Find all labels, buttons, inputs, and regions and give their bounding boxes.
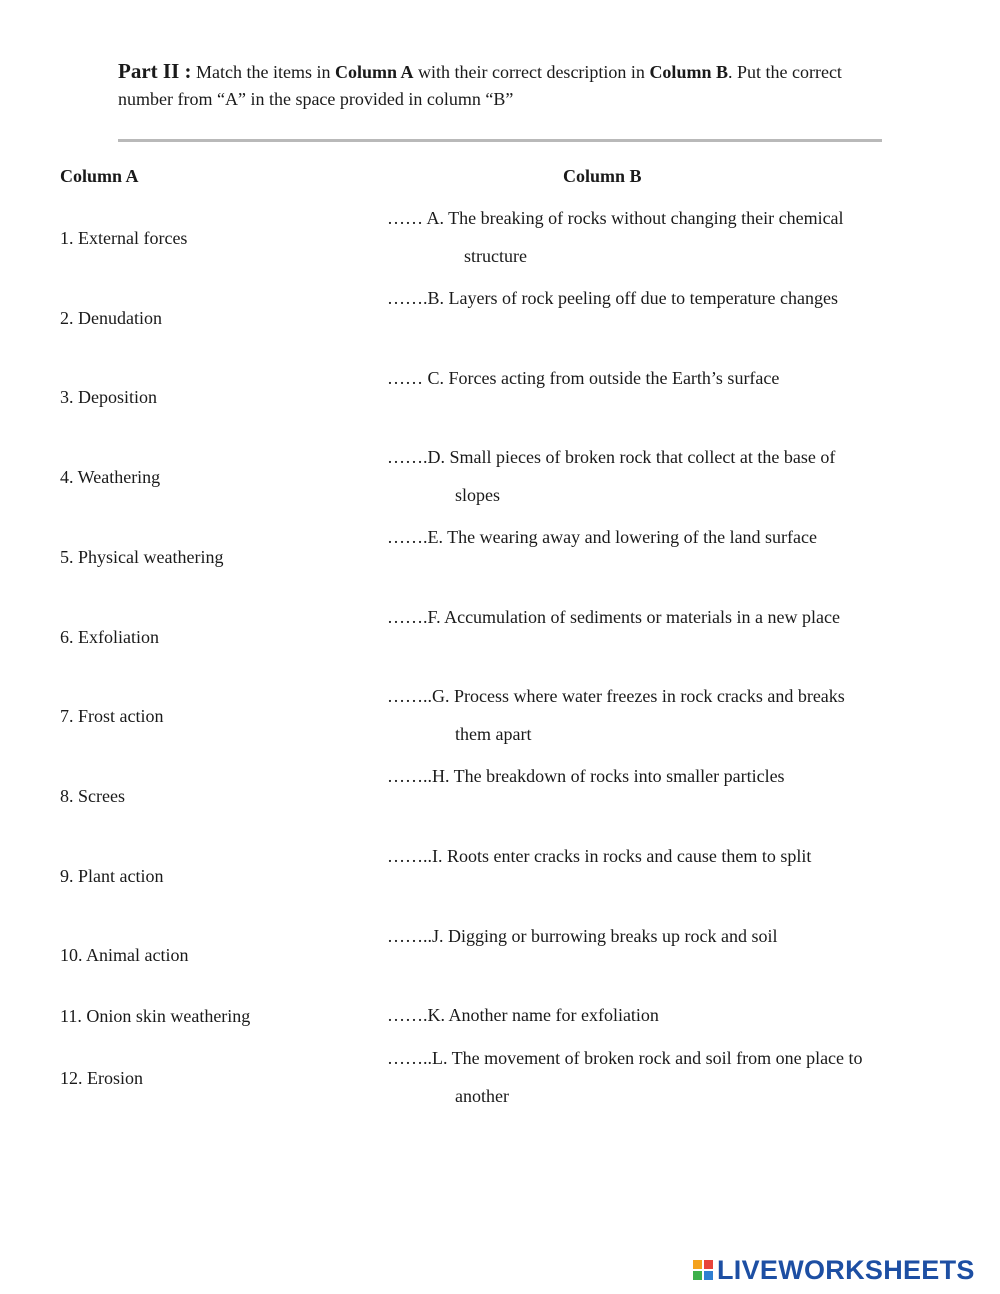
column-b-header: Column B <box>563 166 642 186</box>
column-b-item-i[interactable] <box>387 837 927 875</box>
column-b-item-b[interactable] <box>387 279 927 317</box>
column-b-line: ……..G. Process where water freezes in rock cracks and breaks <box>387 686 845 706</box>
logo-block <box>693 1271 702 1280</box>
logo-text: LIVEWORKSHEETS <box>717 1254 975 1285</box>
column-b-line: ……..J. Digging or burrowing breaks up rock and soil <box>387 926 778 946</box>
instruction-column-b: Column B <box>649 62 728 82</box>
column-b-item-k[interactable] <box>387 996 927 1034</box>
column-b-line: ……..I. Roots enter cracks in rocks and cause them to split <box>387 846 812 866</box>
column-b-line: …….E. The wearing away and lowering of the land surface <box>387 527 818 547</box>
column-a-item: 1. External forces <box>60 228 188 248</box>
logo-block <box>704 1260 713 1269</box>
column-b-line: ……..L. The movement of broken rock and soil from one place to <box>387 1048 863 1068</box>
column-b-continuation: slopes <box>455 485 500 505</box>
column-a-item: 3. Deposition <box>60 387 157 407</box>
column-b-item-g[interactable] <box>387 677 927 753</box>
instruction-text-3: . Put the correct number from “A” in the space provided in column “B” <box>118 62 842 109</box>
column-b-line: …….F. Accumulation of sediments or materials in a new place <box>387 607 840 627</box>
column-b-line: …….D. Small pieces of broken rock that collect at the base of <box>387 447 836 467</box>
column-b-line: …… C. Forces acting from outside the Earth’s surface <box>387 368 780 388</box>
column-b-continuation: structure <box>464 246 527 266</box>
logo-block <box>704 1271 713 1280</box>
column-a-item: 8. Screes <box>60 786 125 806</box>
column-b-item-j[interactable] <box>387 917 927 955</box>
instruction-text-1: Match the items in <box>191 62 335 82</box>
column-b-line: …….B. Layers of rock peeling off due to temperature changes <box>387 288 839 308</box>
column-b-continuation: another <box>455 1086 509 1106</box>
column-a-item: 11. Onion skin weathering <box>60 1006 251 1026</box>
instruction-text-2: with their correct description in <box>413 62 650 82</box>
column-b-line: ……..H. The breakdown of rocks into smaller particles <box>387 766 785 786</box>
column-b-item-a[interactable] <box>387 199 927 275</box>
instructions <box>118 58 888 113</box>
column-a-item: 6. Exfoliation <box>60 627 159 647</box>
column-a-header: Column A <box>60 166 139 186</box>
column-a-item: 4. Weathering <box>60 467 161 487</box>
column-b-item-h[interactable] <box>387 757 927 795</box>
column-b-item-e[interactable] <box>387 518 927 556</box>
column-b-line: …….K. Another name for exfoliation <box>387 1005 659 1025</box>
column-a-item: 10. Animal action <box>60 945 189 965</box>
column-b-item-f[interactable] <box>387 598 927 636</box>
column-b-item-c[interactable] <box>387 359 927 397</box>
column-a-item: 2. Denudation <box>60 308 162 328</box>
column-b-line: …… A. The breaking of rocks without changing their chemical <box>387 208 844 228</box>
column-a-item: 7. Frost action <box>60 706 164 726</box>
part-label: Part II : <box>118 59 192 83</box>
column-a-item: 12. Erosion <box>60 1068 143 1088</box>
logo-blocks-icon <box>693 1260 713 1280</box>
divider-rule <box>118 139 882 142</box>
logo-block <box>693 1260 702 1269</box>
column-b-item-l[interactable] <box>387 1039 927 1115</box>
liveworksheets-logo <box>693 1256 975 1284</box>
column-b-continuation: them apart <box>455 724 532 744</box>
column-a-item: 5. Physical weathering <box>60 547 224 567</box>
column-b-item-d[interactable] <box>387 438 927 514</box>
column-a-item: 9. Plant action <box>60 866 164 886</box>
instruction-column-a: Column A <box>334 62 414 82</box>
